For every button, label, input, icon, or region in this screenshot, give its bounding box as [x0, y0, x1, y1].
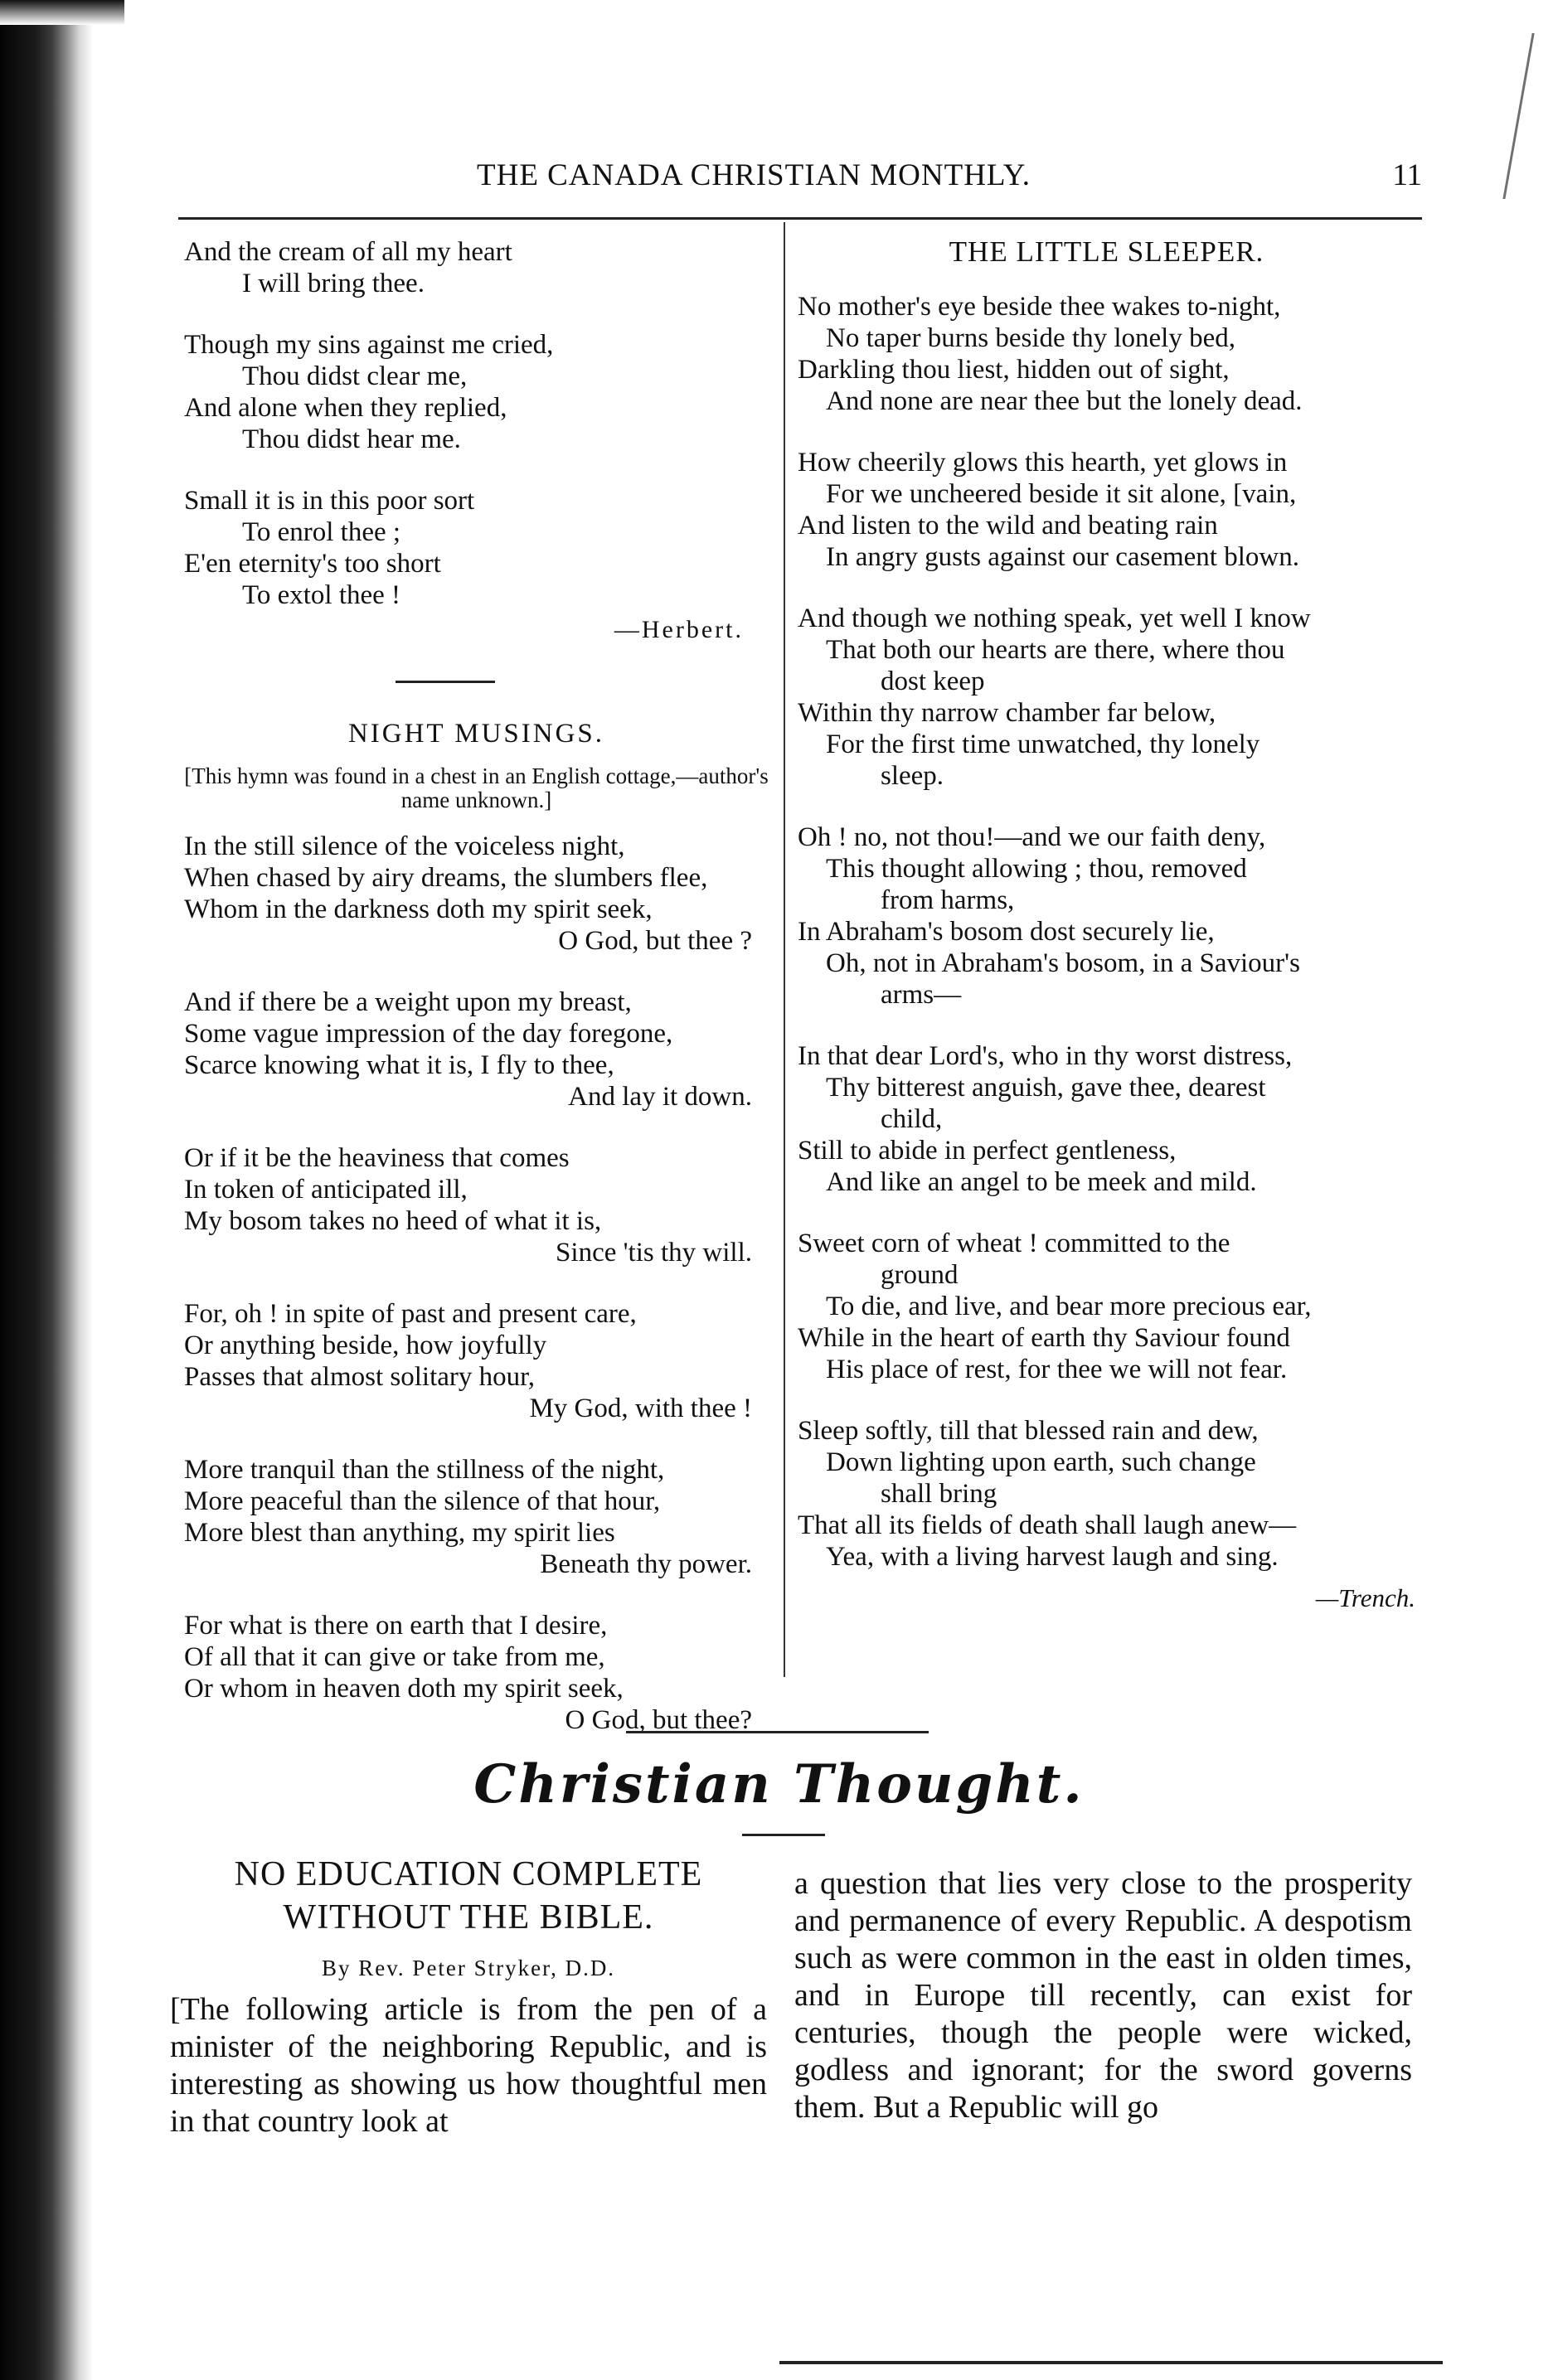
poem-title: THE LITTLE SLEEPER.: [949, 235, 1264, 268]
little-sleeper-stanza-3: [798, 603, 1415, 792]
poem-line: No mother's eye beside thee wakes to-night,: [798, 292, 1281, 322]
poem-line: My bosom takes no heed of what it is,: [184, 1206, 602, 1236]
poem-attribution: —Trench.: [1315, 1583, 1415, 1612]
poem-line: Thy bitterest anguish, gave thee, dearest: [826, 1073, 1266, 1103]
poem-line: Darkling thou liest, hidden out of sight,: [798, 355, 1230, 385]
poem-line: child,: [881, 1104, 943, 1134]
poem-line: This thought allowing ; thou, removed: [826, 854, 1247, 884]
poem-line: To enrol thee ;: [242, 517, 401, 547]
night-musings-stanza-1: [184, 831, 769, 957]
article-intro-text: [The following article is from the pen of a minister of the neighboring Republic, and is interesting as showing us how thoughtful men in that country look at: [170, 1992, 767, 2139]
poem-line: Passes that almost solitary hour,: [184, 1362, 536, 1392]
poem-line: Or if it be the heaviness that comes: [184, 1143, 570, 1173]
poem-line: How cheerily glows this hearth, yet glows in: [798, 448, 1288, 477]
poem-line: sleep.: [881, 761, 944, 791]
poem-line: ground: [881, 1260, 959, 1290]
poem-line: No taper burns beside thy lonely bed,: [826, 323, 1235, 353]
herbert-stanza-3: [184, 485, 769, 611]
poem-line: In angry gusts against our casement blown.: [826, 542, 1299, 572]
poem-separator-rule: [396, 681, 495, 683]
article-left-column: [170, 1853, 767, 2140]
left-column: [184, 236, 769, 1766]
poem-line: And alone when they replied,: [184, 393, 507, 423]
poem-line: dost keep: [881, 666, 985, 696]
poem-line: Still to abide in perfect gentleness,: [798, 1136, 1177, 1166]
poem-line: More blest than anything, my spirit lies: [184, 1518, 615, 1548]
poem-line: I will bring thee.: [242, 269, 425, 298]
section-heading: Christian Thought.: [473, 1753, 1085, 1815]
poem-line: Sleep softly, till that blessed rain and dew,: [798, 1416, 1259, 1446]
herbert-stanza-2: [184, 329, 769, 455]
poem-line: To extol thee !: [242, 580, 401, 610]
poem-line: That both our hearts are there, where thou: [826, 635, 1285, 665]
article-byline: By Rev. Peter Stryker, D.D.: [321, 1956, 616, 1980]
poem-line: O God, but thee ?: [558, 926, 752, 956]
page-number: 11: [1392, 158, 1422, 192]
poem-line: Thou didst hear me.: [242, 424, 461, 454]
poem-line: Beneath thy power.: [540, 1549, 752, 1579]
page-header: [178, 158, 1422, 207]
little-sleeper-stanza-4: [798, 822, 1415, 1011]
poem-line: For, oh ! in spite of past and present care,: [184, 1299, 637, 1329]
night-musings-stanza-2: [184, 986, 769, 1112]
header-rule: [178, 217, 1422, 220]
little-sleeper-stanza-7: [798, 1415, 1415, 1573]
poem-line: And lay it down.: [568, 1082, 752, 1112]
poem-line: from harms,: [881, 885, 1015, 915]
poem-line: In token of anticipated ill,: [184, 1175, 468, 1205]
poem-line: More tranquil than the stillness of the night,: [184, 1455, 665, 1485]
article-title-line-1: NO EDUCATION COMPLETE: [234, 1855, 703, 1893]
poem-title: NIGHT MUSINGS.: [347, 719, 605, 749]
page-binding-edge: [0, 0, 93, 2380]
poem-line: And the cream of all my heart: [184, 237, 512, 267]
article-title-line-2: WITHOUT THE BIBLE.: [283, 1898, 654, 1936]
page-corner-mark: [1502, 33, 1558, 199]
poem-line: To die, and live, and bear more precious ear,: [826, 1292, 1312, 1321]
poem-line: In the still silence of the voiceless night,: [184, 831, 625, 861]
poem-line: Oh ! no, not thou!—and we our faith deny,: [798, 822, 1266, 852]
poem-line: Thou didst clear me,: [242, 361, 468, 391]
poem-line: And listen to the wild and beating rain: [798, 511, 1218, 540]
poem-line: My God, with thee !: [529, 1394, 752, 1423]
poem-line: shall bring: [881, 1479, 997, 1509]
poem-line: For the first time unwatched, thy lonely: [826, 730, 1260, 759]
poem-line: Of all that it can give or take from me,: [184, 1642, 605, 1672]
poem-line: His place of rest, for thee we will not fear.: [826, 1355, 1288, 1384]
poem-line: Or whom in heaven doth my spirit seek,: [184, 1674, 624, 1704]
poem-line: While in the heart of earth thy Saviour found: [798, 1323, 1290, 1353]
poem-line: And none are near thee but the lonely dead.: [826, 386, 1303, 416]
night-musings-stanza-4: [184, 1298, 769, 1424]
poem-line: And if there be a weight upon my breast,: [184, 987, 632, 1017]
night-musings-stanza-3: [184, 1142, 769, 1268]
poem-line: And like an angel to be meek and mild.: [826, 1167, 1257, 1197]
poem-line: That all its fields of death shall laugh anew—: [798, 1510, 1297, 1540]
poem-line: O God, but thee?: [565, 1705, 752, 1735]
poem-line: Or anything beside, how joyfully: [184, 1331, 547, 1360]
poem-line: When chased by airy dreams, the slumbers flee,: [184, 863, 708, 893]
herbert-stanza-1: [184, 236, 769, 299]
poem-line: For we uncheered beside it sit alone, [vain,: [826, 479, 1297, 509]
poem-line: Small it is in this poor sort: [184, 486, 475, 516]
poem-line: Within thy narrow chamber far below,: [798, 698, 1216, 728]
poem-line: Down lighting upon earth, such change: [826, 1447, 1256, 1477]
article-body-text: a question that lies very close to the prosperity and permanence of every Republic. A despotism such as were common in the east in olden times, and in Europe till recently, can exist for centuries, though the people were wicked, godless and ignorant; for the sword governs them. But a Republic will go: [794, 1866, 1412, 2125]
article-right-column: [794, 1865, 1412, 2126]
poem-note: [This hymn was found in a chest in an English cottage,—author's name unknown.]: [184, 763, 769, 812]
poem-line: Oh, not in Abraham's bosom, in a Saviour's: [826, 948, 1300, 978]
poem-line: Sweet corn of wheat ! committed to the: [798, 1229, 1230, 1258]
page-bottom-rule: [779, 2361, 1443, 2364]
poem-line: More peaceful than the silence of that hour,: [184, 1486, 661, 1516]
poem-line: Whom in the darkness doth my spirit seek,: [184, 894, 653, 924]
night-musings-stanza-5: [184, 1454, 769, 1580]
poem-line: For what is there on earth that I desire,: [184, 1611, 608, 1641]
poem-attribution: —Herbert.: [614, 616, 744, 643]
poem-line: arms—: [881, 980, 962, 1010]
column-divider: [784, 222, 785, 1677]
night-musings-stanza-6: [184, 1610, 769, 1736]
poem-line: Since 'tis thy will.: [556, 1238, 752, 1268]
running-title: THE CANADA CHRISTIAN MONTHLY.: [477, 158, 1031, 192]
little-sleeper-stanza-1: [798, 291, 1415, 417]
page-corner-shadow: [0, 0, 124, 25]
poem-line: In that dear Lord's, who in thy worst distress,: [798, 1041, 1293, 1071]
section-rule-bottom: [742, 1834, 825, 1836]
little-sleeper-stanza-2: [798, 447, 1415, 573]
poem-line: Some vague impression of the day foregone,: [184, 1019, 673, 1049]
poem-line: E'en eternity's too short: [184, 549, 441, 579]
poem-line: Though my sins against me cried,: [184, 330, 554, 360]
right-column: [798, 236, 1415, 1614]
poem-line: And though we nothing speak, yet well I know: [798, 603, 1311, 633]
section-rule-top: [626, 1731, 929, 1733]
poem-line: Yea, with a living harvest laugh and sing.: [826, 1542, 1279, 1572]
poem-line: Scarce knowing what it is, I fly to thee,: [184, 1050, 614, 1080]
little-sleeper-stanza-5: [798, 1040, 1415, 1198]
little-sleeper-stanza-6: [798, 1228, 1415, 1385]
poem-line: In Abraham's bosom dost securely lie,: [798, 917, 1215, 947]
